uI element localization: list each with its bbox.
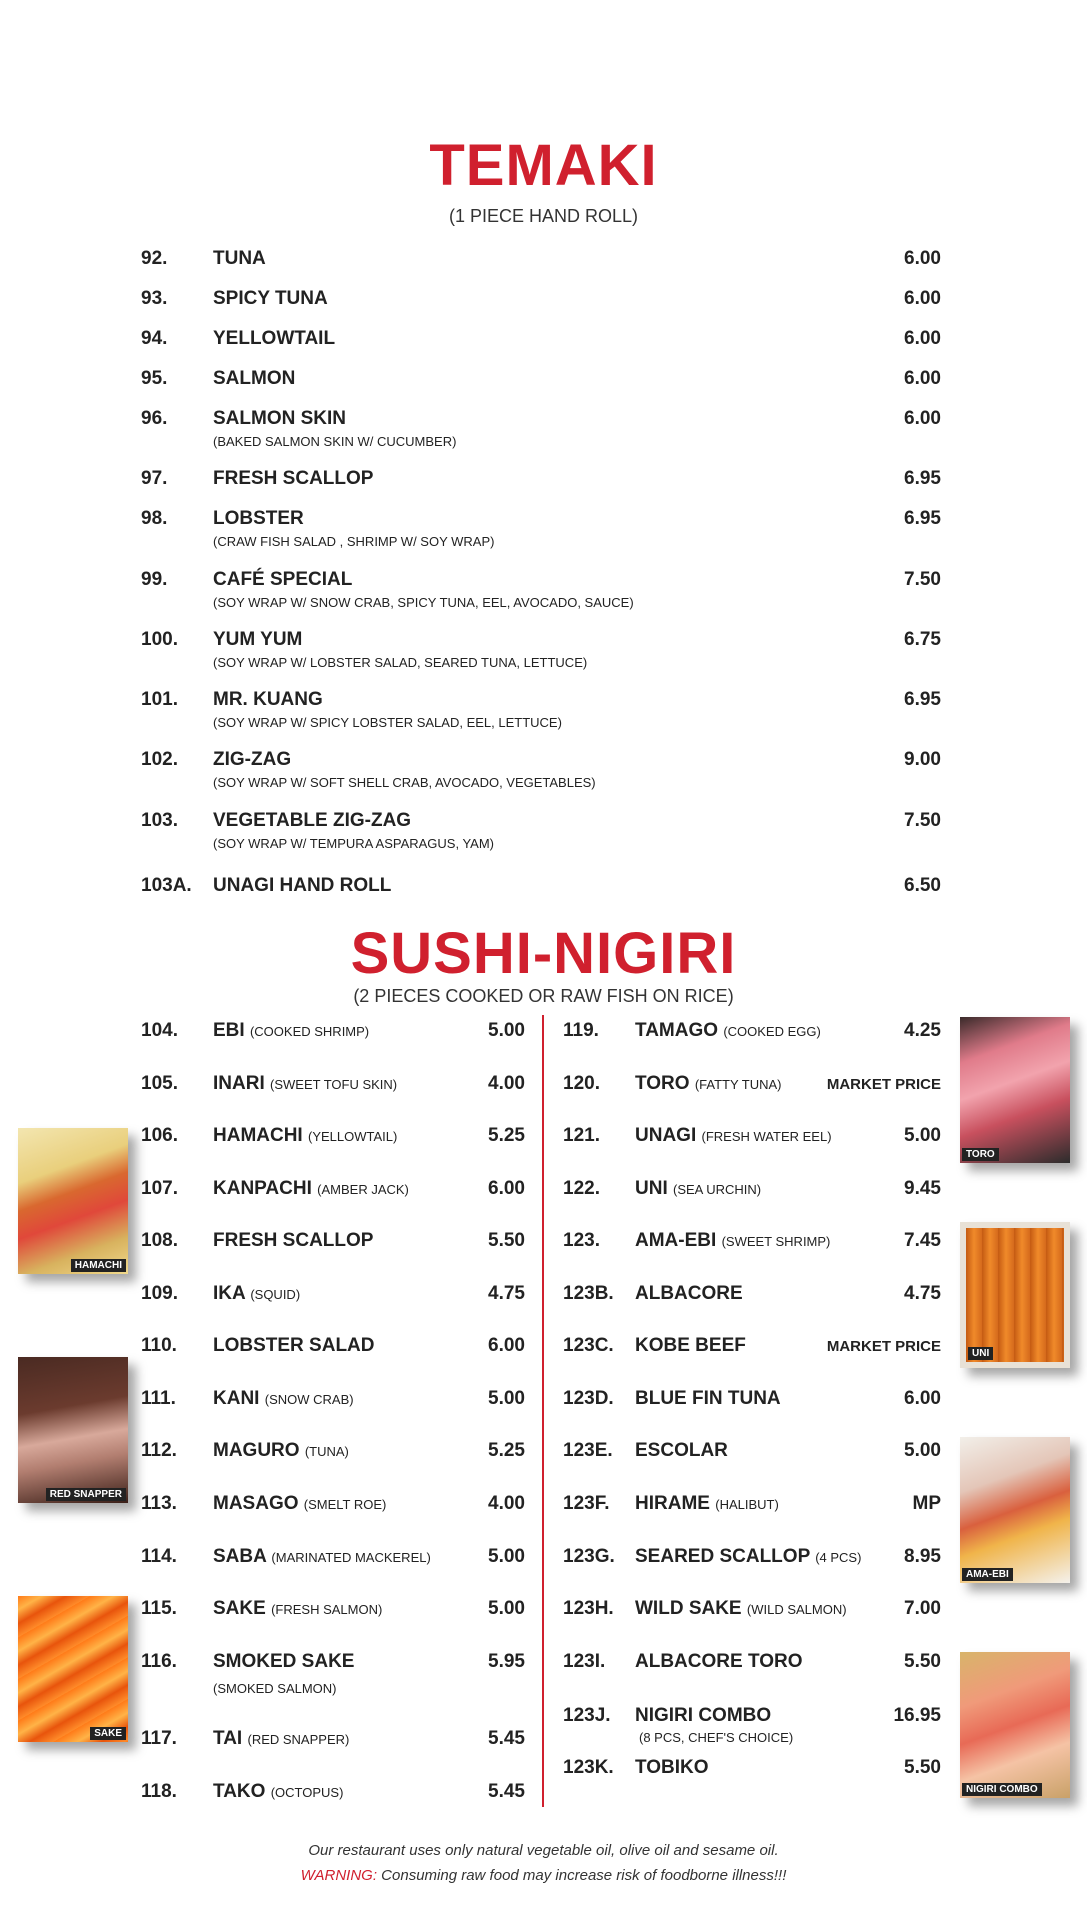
item-price: 5.00 bbox=[904, 1125, 941, 1146]
item-name-text: TORO bbox=[635, 1073, 690, 1094]
item-name-text: ESCOLAR bbox=[635, 1440, 728, 1461]
item-number: 113. bbox=[141, 1493, 177, 1514]
item-price: 5.50 bbox=[904, 1757, 941, 1778]
item-name bbox=[213, 689, 323, 711]
item-price: 5.00 bbox=[904, 1440, 941, 1461]
menu-item bbox=[563, 1493, 941, 1533]
item-name-text: SABA bbox=[213, 1546, 267, 1567]
item-name bbox=[635, 1335, 746, 1357]
item-name bbox=[213, 569, 352, 591]
item-price: MP bbox=[912, 1493, 941, 1514]
item-name-text: TUNA bbox=[213, 248, 266, 269]
item-price: 6.95 bbox=[904, 508, 941, 529]
item-name-text: ALBACORE TORO bbox=[635, 1651, 803, 1672]
item-number: 94. bbox=[141, 328, 168, 349]
oil-notice: Our restaurant uses only natural vegetable oil, olive oil and sesame oil. bbox=[308, 1842, 779, 1859]
menu-item bbox=[141, 468, 941, 508]
item-name bbox=[213, 1781, 343, 1803]
item-name-text: ZIG-ZAG bbox=[213, 749, 292, 770]
sake-photo bbox=[18, 1596, 128, 1742]
item-name-text: YELLOWTAIL bbox=[213, 328, 336, 349]
item-description: (SOY WRAP W/ SNOW CRAB, SPICY TUNA, EEL, AVOCADO, SAUCE) bbox=[213, 595, 634, 610]
item-name-text: KANPACHI bbox=[213, 1178, 312, 1199]
red-snapper-photo bbox=[18, 1357, 128, 1503]
menu-item bbox=[141, 1020, 525, 1060]
uni-photo bbox=[960, 1222, 1070, 1368]
item-price: 7.50 bbox=[904, 569, 941, 590]
item-name bbox=[213, 1493, 386, 1515]
item-price: 6.00 bbox=[904, 1388, 941, 1409]
item-name-text: EBI bbox=[213, 1020, 245, 1041]
item-price: 5.45 bbox=[488, 1781, 525, 1802]
photo-caption: TORO bbox=[962, 1148, 999, 1161]
menu-item bbox=[563, 1335, 941, 1375]
item-price: 6.00 bbox=[904, 408, 941, 429]
item-description: (SOY WRAP W/ LOBSTER SALAD, SEARED TUNA, LETTUCE) bbox=[213, 655, 588, 670]
item-number: 120. bbox=[563, 1073, 600, 1094]
menu-item bbox=[563, 1757, 941, 1797]
item-number: 108. bbox=[141, 1230, 178, 1251]
menu-item bbox=[141, 408, 941, 448]
item-name-text: INARI bbox=[213, 1073, 265, 1094]
item-note: (SMELT ROE) bbox=[303, 1497, 387, 1512]
menu-item bbox=[141, 1335, 525, 1375]
menu-item bbox=[141, 1178, 525, 1218]
item-number: 123H. bbox=[563, 1598, 614, 1619]
item-name bbox=[213, 408, 346, 430]
menu-item bbox=[141, 629, 941, 669]
item-name bbox=[635, 1493, 779, 1515]
menu-item bbox=[141, 1546, 525, 1586]
menu-item bbox=[141, 1598, 525, 1638]
item-price: 6.00 bbox=[488, 1335, 525, 1356]
item-note: (SNOW CRAB) bbox=[264, 1392, 354, 1407]
photo-caption: HAMACHI bbox=[71, 1259, 126, 1272]
item-number: 123I. bbox=[563, 1651, 606, 1672]
menu-item bbox=[141, 328, 941, 368]
item-name-text: SMOKED SAKE bbox=[213, 1651, 355, 1672]
item-name-text: LOBSTER SALAD bbox=[213, 1335, 375, 1356]
item-name bbox=[213, 1598, 382, 1620]
item-number: 123F. bbox=[563, 1493, 610, 1514]
item-name-text: SPICY TUNA bbox=[213, 288, 328, 309]
item-number: 102. bbox=[141, 749, 178, 770]
item-name bbox=[213, 1651, 354, 1673]
ama-ebi-photo bbox=[960, 1437, 1070, 1583]
item-number: 106. bbox=[141, 1125, 178, 1146]
item-note: (MARINATED MACKEREL) bbox=[271, 1550, 431, 1565]
item-number: 119. bbox=[563, 1020, 599, 1041]
item-price: 7.00 bbox=[904, 1598, 941, 1619]
menu-item bbox=[141, 1073, 525, 1113]
item-number: 111. bbox=[141, 1388, 176, 1409]
item-name bbox=[635, 1020, 821, 1042]
item-name-text: ALBACORE bbox=[635, 1283, 743, 1304]
item-name-text: BLUE FIN TUNA bbox=[635, 1388, 781, 1409]
item-price: 5.95 bbox=[488, 1651, 525, 1672]
item-name bbox=[213, 1388, 354, 1410]
item-number: 110. bbox=[141, 1335, 177, 1356]
item-price: 5.50 bbox=[904, 1651, 941, 1672]
item-description: (SOY WRAP W/ SPICY LOBSTER SALAD, EEL, LETTUCE) bbox=[213, 715, 562, 730]
item-name bbox=[213, 810, 411, 832]
hamachi-photo bbox=[18, 1128, 128, 1274]
item-note: (OCTOPUS) bbox=[270, 1785, 344, 1800]
warning-text: Consuming raw food may increase risk of foodborne illness!!! bbox=[377, 1867, 787, 1884]
photo-caption: UNI bbox=[968, 1347, 993, 1360]
item-price: 6.50 bbox=[904, 875, 941, 896]
item-name bbox=[213, 1178, 409, 1200]
item-name bbox=[635, 1073, 782, 1095]
item-note: (4 PCS) bbox=[815, 1550, 862, 1565]
item-number: 123C. bbox=[563, 1335, 614, 1356]
item-price: 6.00 bbox=[488, 1178, 525, 1199]
item-note: (FRESH WATER EEL) bbox=[701, 1129, 832, 1144]
item-name-text: TAMAGO bbox=[635, 1020, 719, 1041]
item-number: 123G. bbox=[563, 1546, 615, 1567]
item-number: 97. bbox=[141, 468, 168, 489]
item-name bbox=[213, 1125, 397, 1147]
menu-item bbox=[141, 689, 941, 729]
menu-item bbox=[141, 875, 941, 915]
item-number: 123D. bbox=[563, 1388, 614, 1409]
item-name bbox=[213, 1020, 369, 1042]
nigiri-combo-photo bbox=[960, 1652, 1070, 1798]
item-price: MARKET PRICE bbox=[826, 1338, 941, 1355]
item-name-text: IKA bbox=[213, 1283, 246, 1304]
menu-item bbox=[141, 1493, 525, 1533]
item-note: (WILD SALMON) bbox=[746, 1602, 847, 1617]
menu-item bbox=[141, 508, 941, 548]
item-number: 105. bbox=[141, 1073, 178, 1094]
item-name bbox=[213, 288, 328, 310]
item-name-text: TAKO bbox=[213, 1781, 266, 1802]
menu-item bbox=[563, 1125, 941, 1165]
menu-item bbox=[141, 288, 941, 328]
item-name-text: CAFÉ SPECIAL bbox=[213, 569, 353, 590]
menu-item bbox=[563, 1230, 941, 1270]
item-name bbox=[635, 1178, 761, 1200]
item-price: 6.95 bbox=[904, 689, 941, 710]
item-number: 104. bbox=[141, 1020, 178, 1041]
column-divider bbox=[542, 1015, 544, 1807]
item-name-text: HAMACHI bbox=[213, 1125, 303, 1146]
item-number: 115. bbox=[141, 1598, 177, 1619]
item-number: 101. bbox=[141, 689, 178, 710]
menu-item bbox=[141, 1728, 525, 1768]
menu-item bbox=[563, 1546, 941, 1586]
item-number: 123E. bbox=[563, 1440, 613, 1461]
menu-item bbox=[563, 1283, 941, 1323]
item-price: 6.00 bbox=[904, 248, 941, 269]
item-price: 4.75 bbox=[904, 1283, 941, 1304]
item-note: (HALIBUT) bbox=[715, 1497, 779, 1512]
photo-caption: SAKE bbox=[90, 1727, 126, 1740]
item-name bbox=[213, 629, 302, 651]
item-price: 16.95 bbox=[893, 1705, 941, 1726]
menu-item bbox=[141, 569, 941, 609]
item-name-text: FRESH SCALLOP bbox=[213, 468, 374, 489]
item-name bbox=[213, 508, 304, 530]
item-note: (FATTY TUNA) bbox=[694, 1077, 782, 1092]
item-price: 7.50 bbox=[904, 810, 941, 831]
item-name-text: UNAGI HAND ROLL bbox=[213, 875, 392, 896]
item-name-text: UNAGI bbox=[635, 1125, 697, 1146]
item-price: 4.75 bbox=[488, 1283, 525, 1304]
sushi-title: SUSHI-NIGIRI bbox=[350, 921, 737, 986]
item-price: 5.25 bbox=[488, 1440, 525, 1461]
item-number: 92. bbox=[141, 248, 168, 269]
item-price: 4.00 bbox=[488, 1493, 525, 1514]
item-description: (8 PCS, CHEF'S CHOICE) bbox=[639, 1730, 794, 1745]
item-price: 6.00 bbox=[904, 288, 941, 309]
item-number: 114. bbox=[141, 1546, 177, 1567]
item-name-text: NIGIRI COMBO bbox=[635, 1705, 772, 1726]
item-price: 4.00 bbox=[488, 1073, 525, 1094]
item-number: 123K. bbox=[563, 1757, 614, 1778]
item-price: 8.95 bbox=[904, 1546, 941, 1567]
item-number: 109. bbox=[141, 1283, 178, 1304]
item-price: 6.00 bbox=[904, 368, 941, 389]
item-number: 117. bbox=[141, 1728, 177, 1749]
menu-item bbox=[141, 368, 941, 408]
item-note: (YELLOWTAIL) bbox=[308, 1129, 398, 1144]
item-number: 123J. bbox=[563, 1705, 611, 1726]
item-name bbox=[635, 1388, 781, 1410]
photo-caption: AMA-EBI bbox=[962, 1568, 1013, 1581]
item-price: 6.75 bbox=[904, 629, 941, 650]
menu-item bbox=[141, 1440, 525, 1480]
raw-food-warning bbox=[0, 1867, 1087, 1884]
item-price: 9.45 bbox=[904, 1178, 941, 1199]
item-note: (SQUID) bbox=[250, 1287, 301, 1302]
item-number: 112. bbox=[141, 1440, 177, 1461]
item-note: (RED SNAPPER) bbox=[247, 1732, 350, 1747]
item-name bbox=[213, 328, 335, 350]
item-note: (COOKED EGG) bbox=[723, 1024, 821, 1039]
item-name-text: MASAGO bbox=[213, 1493, 299, 1514]
item-price: 9.00 bbox=[904, 749, 941, 770]
item-name bbox=[635, 1440, 728, 1462]
item-name-text: SALMON SKIN bbox=[213, 408, 346, 429]
photo-caption: RED SNAPPER bbox=[46, 1488, 126, 1501]
menu-item bbox=[141, 248, 941, 288]
item-name bbox=[213, 749, 291, 771]
item-number: 95. bbox=[141, 368, 168, 389]
item-number: 116. bbox=[141, 1651, 177, 1672]
menu-item bbox=[141, 1230, 525, 1270]
item-number: 121. bbox=[563, 1125, 600, 1146]
item-name bbox=[213, 248, 266, 270]
warning-label: WARNING: bbox=[300, 1867, 378, 1884]
item-name-text: TAI bbox=[213, 1728, 243, 1749]
item-name-text: AMA-EBI bbox=[635, 1230, 717, 1251]
item-price: 7.45 bbox=[904, 1230, 941, 1251]
item-name bbox=[213, 1073, 397, 1095]
menu-item bbox=[141, 1388, 525, 1428]
menu-item bbox=[563, 1020, 941, 1060]
item-name-text: FRESH SCALLOP bbox=[213, 1230, 374, 1251]
item-note: (SEA URCHIN) bbox=[673, 1182, 762, 1197]
item-name bbox=[635, 1757, 709, 1779]
item-name bbox=[635, 1705, 771, 1727]
temaki-title: TEMAKI bbox=[429, 133, 658, 198]
menu-item bbox=[141, 749, 941, 789]
menu-item bbox=[563, 1598, 941, 1638]
item-note: (SWEET SHRIMP) bbox=[721, 1234, 831, 1249]
item-description: (CRAW FISH SALAD , SHRIMP W/ SOY WRAP) bbox=[213, 534, 495, 549]
item-description: (SMOKED SALMON) bbox=[213, 1681, 337, 1696]
item-name-text: LOBSTER bbox=[213, 508, 304, 529]
item-name bbox=[213, 1335, 375, 1357]
item-price: 5.00 bbox=[488, 1546, 525, 1567]
item-price: 6.95 bbox=[904, 468, 941, 489]
item-name-text: VEGETABLE ZIG-ZAG bbox=[213, 810, 412, 831]
item-name-text: SALMON bbox=[213, 368, 296, 389]
item-name bbox=[213, 875, 391, 897]
item-note: (SWEET TOFU SKIN) bbox=[270, 1077, 398, 1092]
item-name bbox=[213, 468, 373, 490]
item-note: (FRESH SALMON) bbox=[271, 1602, 383, 1617]
item-price: 5.00 bbox=[488, 1020, 525, 1041]
item-name bbox=[635, 1283, 743, 1305]
item-number: 100. bbox=[141, 629, 178, 650]
item-name-text: YUM YUM bbox=[213, 629, 303, 650]
toro-photo bbox=[960, 1017, 1070, 1163]
item-name-text: SEARED SCALLOP bbox=[635, 1546, 810, 1567]
item-description: (SOY WRAP W/ SOFT SHELL CRAB, AVOCADO, VEGETABLES) bbox=[213, 775, 596, 790]
item-price: 5.45 bbox=[488, 1728, 525, 1749]
menu-item bbox=[141, 810, 941, 850]
item-price: 5.00 bbox=[488, 1598, 525, 1619]
menu-item bbox=[141, 1125, 525, 1165]
item-name-text: UNI bbox=[635, 1178, 668, 1199]
item-number: 122. bbox=[563, 1178, 600, 1199]
item-price: 5.00 bbox=[488, 1388, 525, 1409]
item-name-text: KOBE BEEF bbox=[635, 1335, 746, 1356]
item-note: (COOKED SHRIMP) bbox=[249, 1024, 370, 1039]
item-price: 4.25 bbox=[904, 1020, 941, 1041]
sushi-subtitle: (2 PIECES COOKED OR RAW FISH ON RICE) bbox=[353, 986, 734, 1006]
item-description: (BAKED SALMON SKIN W/ CUCUMBER) bbox=[213, 434, 457, 449]
menu-item bbox=[563, 1705, 941, 1745]
item-price: MARKET PRICE bbox=[826, 1076, 941, 1093]
item-number: 93. bbox=[141, 288, 168, 309]
temaki-subtitle: (1 PIECE HAND ROLL) bbox=[448, 206, 639, 226]
item-name-text: TOBIKO bbox=[635, 1757, 709, 1778]
item-name-text: WILD SAKE bbox=[635, 1598, 742, 1619]
item-name bbox=[635, 1651, 802, 1673]
item-number: 98. bbox=[141, 508, 168, 529]
item-number: 103A. bbox=[141, 875, 192, 896]
item-note: (AMBER JACK) bbox=[317, 1182, 409, 1197]
item-name-text: MAGURO bbox=[213, 1440, 300, 1461]
item-name-text: MR. KUANG bbox=[213, 689, 323, 710]
item-number: 103. bbox=[141, 810, 178, 831]
photo-caption: NIGIRI COMBO bbox=[962, 1783, 1042, 1796]
item-number: 107. bbox=[141, 1178, 178, 1199]
item-price: 5.25 bbox=[488, 1125, 525, 1146]
menu-item bbox=[563, 1073, 941, 1113]
item-number: 123. bbox=[563, 1230, 600, 1251]
menu-item bbox=[563, 1651, 941, 1691]
item-name bbox=[213, 1546, 431, 1568]
item-price: 6.00 bbox=[904, 328, 941, 349]
item-number: 96. bbox=[141, 408, 168, 429]
item-number: 123B. bbox=[563, 1283, 614, 1304]
item-description: (SOY WRAP W/ TEMPURA ASPARAGUS, YAM) bbox=[213, 836, 495, 851]
item-name bbox=[213, 368, 295, 390]
item-name-text: KANI bbox=[213, 1388, 260, 1409]
menu-item bbox=[563, 1178, 941, 1218]
menu-item bbox=[563, 1440, 941, 1480]
menu-item bbox=[141, 1651, 525, 1696]
item-name-text: HIRAME bbox=[635, 1493, 710, 1514]
menu-item bbox=[141, 1283, 525, 1323]
item-name bbox=[213, 1728, 349, 1750]
item-note: (TUNA) bbox=[304, 1444, 349, 1459]
item-name-text: SAKE bbox=[213, 1598, 266, 1619]
item-number: 99. bbox=[141, 569, 168, 590]
menu-item bbox=[141, 1781, 525, 1821]
item-name bbox=[213, 1230, 373, 1252]
item-name bbox=[213, 1440, 349, 1462]
menu-item bbox=[563, 1388, 941, 1428]
item-price: 5.50 bbox=[488, 1230, 525, 1251]
item-number: 118. bbox=[141, 1781, 177, 1802]
item-name bbox=[213, 1283, 300, 1305]
